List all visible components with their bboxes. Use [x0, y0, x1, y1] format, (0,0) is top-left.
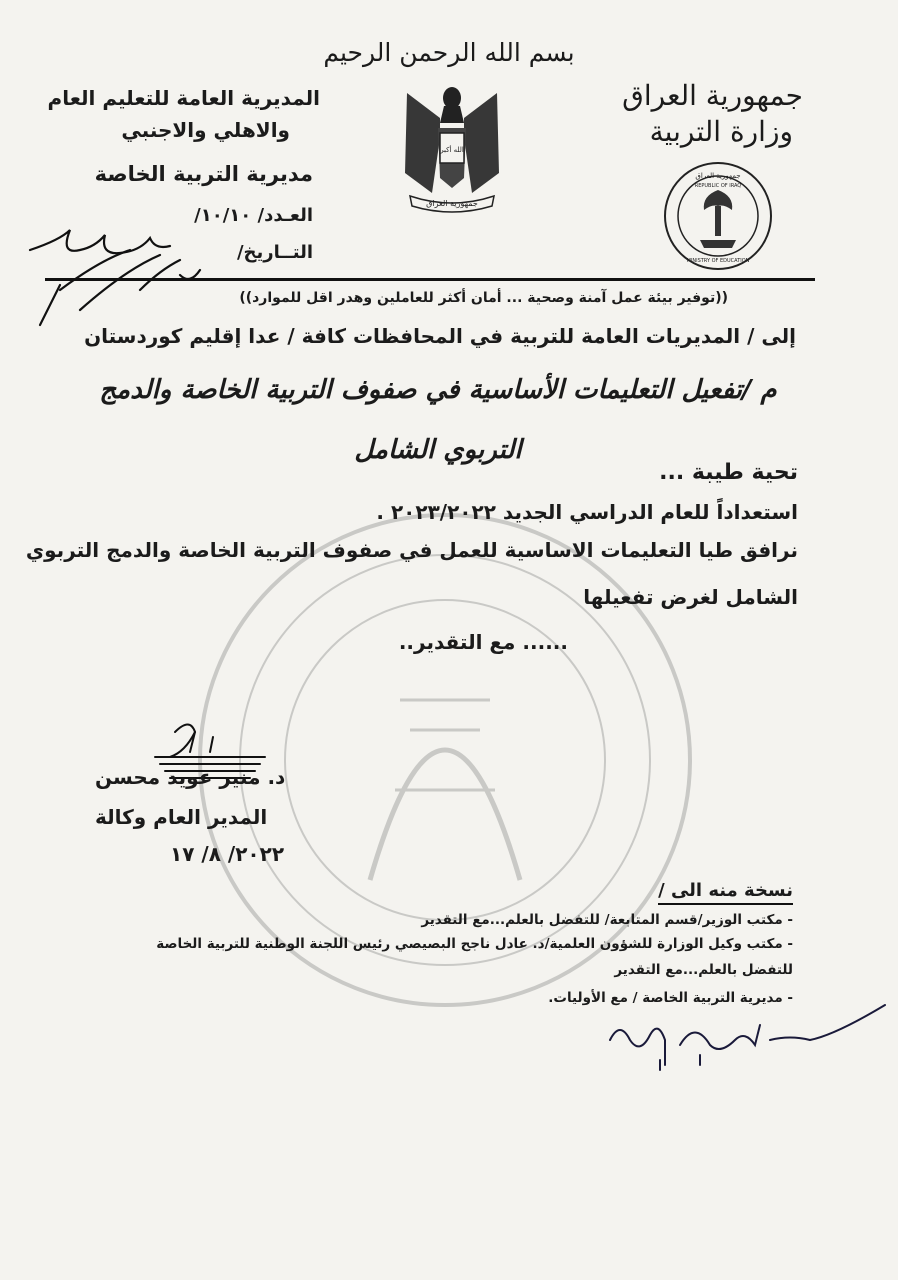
slogan: ((توفير بيئة عمل آمنة وصحية ... أمان أكثر للعاملين وهدر اقل للموارد)): [239, 290, 728, 306]
header-divider: [45, 278, 815, 281]
copy-item: - مكتب الوزير/قسم المتابعة/ للتفضل بالعلم...مع التقدير: [421, 912, 793, 928]
seal-en-top: REPUBLIC OF IRAQ: [694, 183, 742, 189]
paragraph-2: نرافق طيا التعليمات الاساسية للعمل في صفوف التربية الخاصة والدمج التربوي: [25, 538, 798, 562]
republic-title: جمهورية العراق: [622, 79, 803, 112]
document-date: التــاريخ/: [236, 242, 313, 263]
directorate-block: [48, 82, 320, 146]
directorate-line-2: والاهلي والاجنبي: [121, 118, 290, 142]
greeting: تحية طيبة ...: [659, 460, 798, 485]
basmala: بسم الله الرحمن الرحيم: [323, 38, 575, 67]
eagle-emblem-icon: [402, 78, 502, 213]
signatory-name: د. منير عويد محسن: [95, 765, 286, 789]
special-directorate: مديرية التربية الخاصة: [94, 162, 313, 186]
copy-item: - مكتب وكيل الوزارة للشؤون العلمية/د. عادل ناجح البصيصي رئيس اللجنة الوطنية للتربية الخاصة: [156, 936, 793, 952]
signatory-title: المدير العام وكالة: [95, 805, 268, 829]
addressee: إلى / المديريات العامة للتربية في المحافظات كافة / عدا إقليم كوردستان: [84, 324, 796, 348]
signature-icon: [600, 1000, 890, 1090]
paragraph-1: استعداداً للعام الدراسي الجديد ٢٠٢٣/٢٠٢٢ .: [376, 500, 798, 524]
paragraph-3: الشامل لغرض تفعيلها: [583, 585, 798, 609]
republic-name: [622, 78, 803, 150]
seal-top-text: جمهورية العراق: [695, 172, 741, 180]
emblem-banner-text: جمهورية العراق: [426, 199, 478, 208]
signature-icon: [20, 215, 240, 335]
seal-en-bottom: MINISTRY OF EDUCATION: [686, 258, 750, 264]
ministry-seal-icon: [662, 160, 774, 272]
copy-item: - مديرية التربية الخاصة / مع الأوليات.: [548, 990, 793, 1006]
emblem-shield-text: الله أكبر: [440, 146, 464, 154]
directorate-line-1: المديرية العامة للتعليم العام: [47, 86, 320, 110]
document-number: العـدد/ ١٠/١٠/: [194, 205, 313, 226]
subject: م /تفعيل التعليمات الأساسية في صفوف التربية الخاصة والدمج التربوي الشامل: [99, 375, 777, 465]
signature-date: ٢٠٢٢/ ٨/ ١٧: [170, 842, 285, 866]
copy-item: للتفضل بالعلم...مع التقدير: [614, 962, 793, 978]
regards: ...... مع التقدير..: [398, 630, 568, 654]
ministry-title: وزارة التربية: [649, 115, 793, 148]
copies-heading: نسخة منه الى /: [658, 880, 793, 905]
